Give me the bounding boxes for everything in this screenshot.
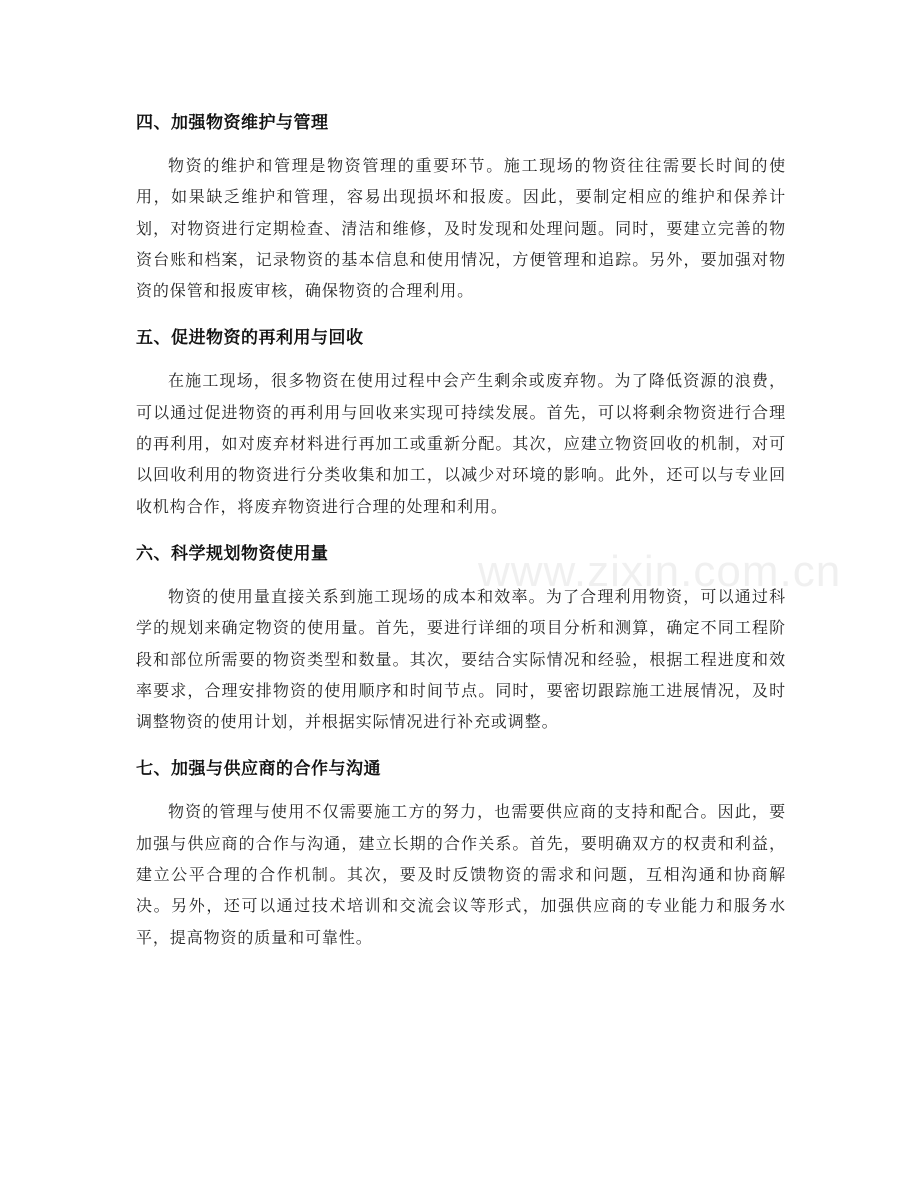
section-usage-planning xyxy=(136,535,786,750)
section-reuse-recycle xyxy=(136,319,786,534)
section-paragraph: 在施工现场，很多物资在使用过程中会产生剩余或废弃物。为了降低资源的浪费，可以通过促进物资的再利用与回收来实现可持续发展。首先，可以将剩余物资进行合理的再利用，如对废弃材料进行再加工或重新分配。其次，应建立物资回收的机制，对可以回收利用的物资进行分类收集和加工，以减少对环境的影响。此外，还可以与专业回收机构合作，将废弃物资进行合理的处理和利用。 xyxy=(136,371,786,516)
section-paragraph: 物资的使用量直接关系到施工现场的成本和效率。为了合理利用物资，可以通过科学的规划来确定物资的使用量。首先，要进行详细的项目分析和测算，确定不同工程阶段和部位所需要的物资类型和数量。其次，要结合实际情况和经验，根据工程进度和效率要求，合理安排物资的使用顺序和时间节点。同时，要密切跟踪施工进展情况，及时调整物资的使用计划，并根据实际情况进行补充或调整。 xyxy=(136,586,786,732)
section-supplier-cooperation xyxy=(136,750,786,952)
section-heading: 六、科学规划物资使用量 xyxy=(136,543,329,564)
section-heading: 七、加强与供应商的合作与沟通 xyxy=(136,759,381,780)
document-body xyxy=(136,104,786,953)
section-maintenance xyxy=(136,104,786,319)
section-paragraph: 物资的维护和管理是物资管理的重要环节。施工现场的物资往往需要长时间的使用，如果缺乏维护和管理，容易出现损坏和报废。因此，要制定相应的维护和保养计划，对物资进行定期检查、清洁和维修，及时发现和处理问题。同时，要建立完善的物资台账和档案，记录物资的基本信息和使用情况，方便管理和追踪。另外，要加强对物资的保管和报废审核，确保物资的合理利用。 xyxy=(136,156,786,301)
watermark: www.zixin.com.cn xyxy=(478,547,842,596)
section-heading: 五、促进物资的再利用与回收 xyxy=(136,328,364,349)
section-heading: 四、加强物资维护与管理 xyxy=(136,113,329,133)
section-paragraph: 物资的管理与使用不仅需要施工方的努力，也需要供应商的支持和配合。因此，要加强与供应商的合作与沟通，建立长期的合作关系。首先，要明确双方的权责和利益，建立公平合理的合作机制。其次，要及时反馈物资的需求和问题，互相沟通和协商解决。另外，还可以通过技术培训和交流会议等形式，加强供应商的专业能力和服务水平，提高物资的质量和可靠性。 xyxy=(136,802,786,947)
